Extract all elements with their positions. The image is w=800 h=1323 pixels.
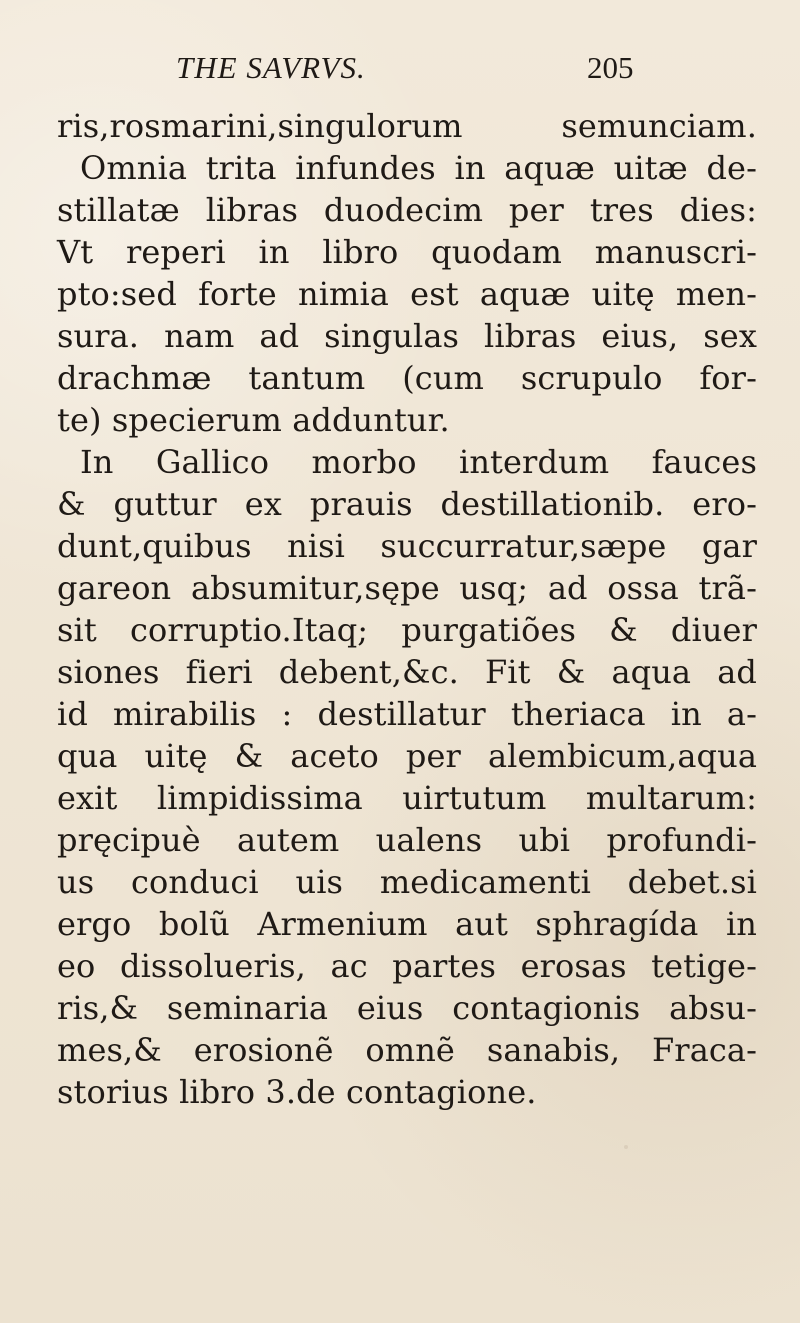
text-line: te) specierum adduntur.: [57, 401, 450, 439]
text-line: Vt reperi in libro quodam manuscri-: [57, 233, 757, 271]
text-line: storius libro 3.de contagione.: [57, 1073, 537, 1111]
text-line: siones fieri debent,&c. Fit & aqua ad: [57, 653, 757, 691]
text-line: ergo bolũ Armenium aut sphragída in: [57, 905, 757, 943]
text-line: exit limpidissima uirtutum multarum:: [57, 779, 757, 817]
page-number: 205: [587, 50, 634, 85]
text-line: gareon absumitur,sępe usq; ad ossa trã-: [57, 569, 757, 607]
text-line: stillatæ libras duodecim per tres dies:: [57, 191, 757, 229]
text-line: pto:sed forte nimia est aquæ uitę men-: [57, 275, 757, 313]
text-line: dunt,quibus nisi succurratur,sæpe gar: [57, 527, 757, 565]
text-line: ris,& seminaria eius contagionis absu-: [57, 989, 757, 1027]
text-line: us conduci uis medicamenti debet.si: [57, 863, 757, 901]
text-line: id mirabilis : destillatur theriaca in a-: [57, 695, 757, 733]
text-line: qua uitę & aceto per alembicum,aqua: [57, 737, 757, 775]
text-line: sura. nam ad singulas libras eius, sex: [57, 317, 757, 355]
text-line: ris,rosmarini,singulorum semunciam.: [57, 107, 757, 145]
text-line: drachmæ tantum (cum scrupulo for-: [57, 359, 757, 397]
text-line: & guttur ex prauis destillationib. ero-: [57, 485, 757, 523]
text-line: mes,& erosionẽ omnẽ sanabis, Fraca-: [57, 1031, 757, 1069]
text-line: eo dissolueris, ac partes erosas tetige-: [57, 947, 757, 985]
text-line: pręcipuè autem ualens ubi profundi-: [57, 821, 757, 859]
text-line: In Gallico morbo interdum fauces: [80, 443, 757, 481]
text-line: Omnia trita infundes in aquæ uitæ de-: [80, 149, 757, 187]
page-header: [176, 50, 636, 88]
text-line: sit corruptio.Itaq; purgatiões & diuer: [57, 611, 757, 649]
running-title: THE SAVRVS.: [176, 50, 366, 85]
paper-stain: [624, 1145, 628, 1149]
page-text: [57, 105, 757, 1113]
